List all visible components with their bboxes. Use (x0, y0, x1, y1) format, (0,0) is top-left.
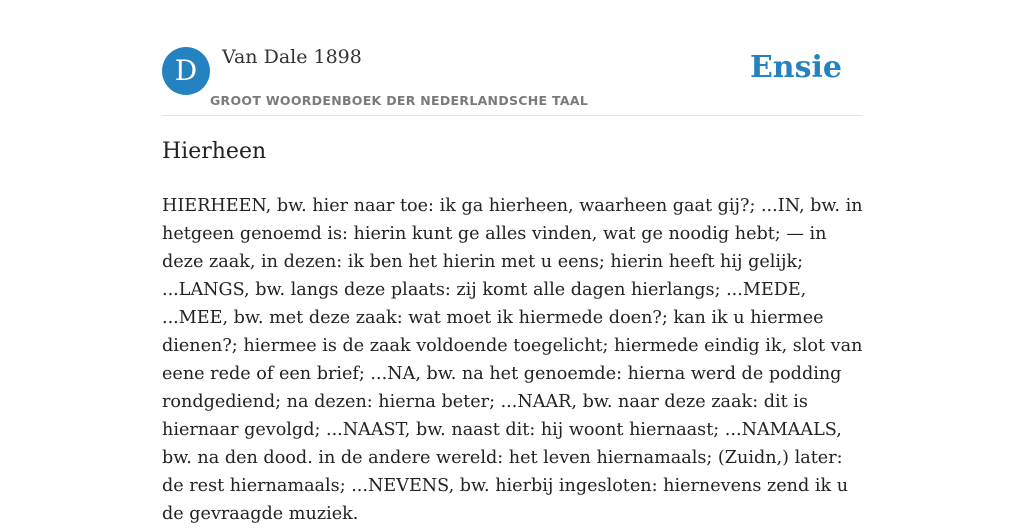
dictionary-avatar-icon[interactable]: D (162, 47, 210, 95)
dictionary-source-title[interactable]: Van Dale 1898 (222, 46, 362, 68)
header-divider (162, 115, 862, 116)
entry-definition: HIERHEEN, bw. hier naar toe: ik ga hierheen, waarheen gaat gij?; ...IN, bw. in hetgeen genoemd is: hierin kunt ge alles vinden, wat ge noodig hebt; — in deze zaak, in dezen: ik ben het hierin met u eens; hierin heeft hij gelijk; ...LANGS, bw. langs deze plaats: zij komt alle dagen hierlangs; ...MEDE, ...MEE, bw. met deze zaak: wat moet ik hiermede doen?; kan ik u hiermee dienen?; hiermee is de zaak voldoende toegelicht; hiermede eindig ik, slot van eene rede of een brief; ...NA, bw. na het genoemde: hierna werd de podding rondgediend; na dezen: hierna beter; ...NAAR, bw. naar deze zaak: dit is hiernaar gevolgd; ...NAAST, bw. naast dit: hij woont hiernaast; ...NAMAALS, bw. na den dood. in de andere wereld: het leven hiernamaals; (Zuidn,) later: de rest hiernamaals; ...NEVENS, bw. hierbij ingesloten: hiernevens zend ik u de gevraagde muziek. (162, 196, 863, 524)
entry-title: Hierheen (162, 139, 267, 164)
dictionary-source-subtitle: GROOT WOORDENBOEK DER NEDERLANDSCHE TAAL (210, 93, 589, 108)
ensie-logo[interactable]: Ensie (749, 50, 842, 85)
